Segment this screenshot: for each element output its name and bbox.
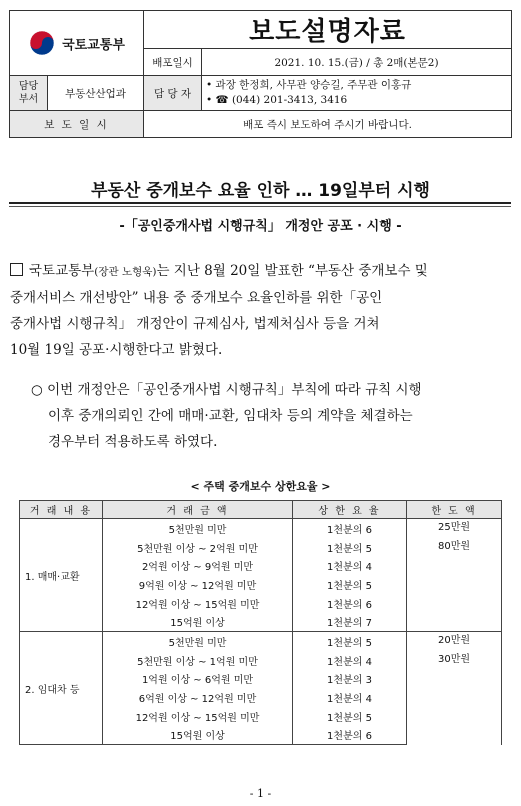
amount-cell: 5천만원 이상 ~ 2억원 미만 — [103, 538, 293, 557]
paragraph-2-line-2: 이후 중개의뢰인 간에 매매·교환, 임대차 등의 계약을 체결하는 — [48, 408, 413, 424]
person-cell — [202, 76, 512, 111]
header-category: 거 래 내 용 — [20, 501, 103, 519]
amount-cell: 5천만원 미만 — [103, 632, 293, 651]
person-value: • 과장 한정희, 사무관 양승길, 주무관 이홍규 — [206, 79, 412, 91]
ministry-text: 국토교통부 — [29, 263, 95, 279]
header-limit: 한 도 액 — [407, 501, 502, 519]
paragraph-2-line-1 — [31, 377, 507, 403]
amount-cell: 6억원 이상 ~ 12억원 미만 — [103, 688, 293, 707]
paragraph-2-line-3: 경우부터 적용하도록 하였다. — [48, 434, 218, 450]
fee-table-title: < 주택 중개보수 상한요율 > — [190, 480, 331, 493]
category-sale: 1. 매매·교환 — [20, 519, 103, 632]
paragraph-1-line-3: 중개사법 시행규칙」 개정안이 규제심사, 법제처심사 등을 거쳐 — [10, 316, 380, 332]
subheadline: -「공인중개사법 시행규칙」 개정안 공포 · 시행 - — [119, 219, 402, 234]
date-label: 배포일시 — [144, 49, 202, 76]
amount-cell: 9억원 이상 ~ 12억원 미만 — [103, 575, 293, 594]
rate-cell: 1천분의 7 — [293, 612, 407, 631]
amount-cell: 1억원 이상 ~ 6억원 미만 — [103, 670, 293, 689]
paragraph-1-line-1-rest: 는 지난 8월 20일 발표한 “부동산 중개보수 및 — [156, 263, 428, 279]
table-row — [20, 632, 502, 651]
bullet-circle-icon: ○ — [31, 382, 43, 398]
rate-cell: 1천분의 5 — [293, 632, 407, 651]
headline-rule-thick — [9, 202, 511, 204]
minister-text: (장관 노형욱) — [94, 266, 157, 278]
page-number: - 1 - — [249, 787, 272, 800]
limit-cell-lease — [407, 632, 502, 745]
fee-table-header-row — [20, 501, 502, 519]
limit-value: 30만원 — [437, 653, 471, 665]
amount-cell: 5천만원 이상 ~ 1억원 미만 — [103, 651, 293, 670]
rate-cell: 1천분의 5 — [293, 707, 407, 726]
paragraph-1-line-2: 중개서비스 개선방안” 내용 중 중개보수 요율인하를 위한「공인 — [10, 290, 383, 306]
korea-government-emblem-icon — [28, 29, 56, 57]
phone-value: • ☎ (044) 201-3413, 3416 — [206, 94, 348, 106]
rate-cell: 1천분의 3 — [293, 670, 407, 689]
date-value: 2021. 10. 15.(금) / 총 2매(본문2) — [202, 49, 512, 76]
amount-cell: 12억원 이상 ~ 15억원 미만 — [103, 594, 293, 613]
paragraph-1 — [10, 258, 507, 363]
fee-table — [19, 500, 502, 745]
amount-cell: 15억원 이상 — [103, 726, 293, 745]
header-rate: 상 한 요 율 — [293, 501, 407, 519]
header-amount: 거 래 금 액 — [103, 501, 293, 519]
paragraph-1-line-1 — [10, 258, 507, 285]
amount-cell: 5천만원 미만 — [103, 519, 293, 538]
rate-cell: 1천분의 6 — [293, 726, 407, 745]
logo-cell — [10, 11, 144, 76]
dept-label: 담당 부서 — [10, 76, 48, 111]
headline: 부동산 중개보수 요율 인하 … 19일부터 시행 — [91, 181, 430, 201]
table-row — [20, 519, 502, 538]
category-lease: 2. 임대차 등 — [20, 632, 103, 745]
amount-cell: 12억원 이상 ~ 15억원 미만 — [103, 707, 293, 726]
rate-cell: 1천분의 5 — [293, 538, 407, 557]
paragraph-2-line-1-text: 이번 개정안은「공인중개사법 시행규칙」부칙에 따라 규칙 시행 — [47, 382, 422, 398]
ministry-name: 국토교통부 — [62, 37, 125, 53]
limit-value: 25만원 — [437, 522, 471, 533]
limit-cell-sale — [407, 519, 502, 632]
limit-value: 20만원 — [437, 635, 471, 647]
amount-cell: 15억원 이상 — [103, 612, 293, 631]
rate-cell: 1천분의 6 — [293, 519, 407, 538]
rate-cell: 1천분의 6 — [293, 594, 407, 613]
doc-type-title: 보도설명자료 — [144, 11, 512, 49]
header-table — [9, 10, 512, 138]
rate-cell: 1천분의 4 — [293, 688, 407, 707]
dept-value: 부동산산업과 — [48, 76, 144, 111]
paragraph-1-line-4: 10월 19일 공포·시행한다고 밝혔다. — [10, 342, 223, 358]
amount-cell: 2억원 이상 ~ 9억원 미만 — [103, 556, 293, 575]
checkbox-square-icon — [10, 263, 23, 276]
rate-cell: 1천분의 4 — [293, 556, 407, 575]
report-label: 보 도 일 시 — [10, 111, 144, 138]
person-label: 담 당 자 — [144, 76, 202, 111]
rate-cell: 1천분의 4 — [293, 651, 407, 670]
headline-rule-thin — [9, 206, 511, 207]
report-value: 배포 즉시 보도하여 주시기 바랍니다. — [144, 111, 512, 138]
rate-cell: 1천분의 5 — [293, 575, 407, 594]
paragraph-2 — [31, 377, 507, 455]
limit-value: 80만원 — [437, 540, 471, 552]
